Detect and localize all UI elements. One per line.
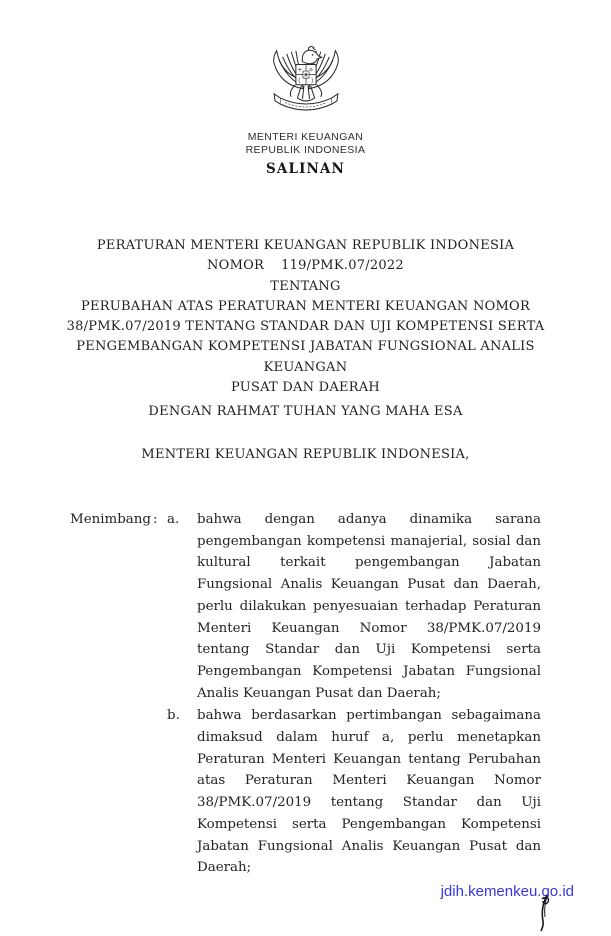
item-letter: a. — [167, 512, 180, 527]
subject-line: PENGEMBANGAN KOMPETENSI JABATAN FUNGSIONAL ANALIS KEUANGAN — [76, 339, 535, 375]
tentang-label: TENTANG — [270, 278, 341, 294]
menimbang-label: Menimbang — [70, 512, 151, 527]
nomor-value: 119/PMK.07/2022 — [281, 258, 404, 274]
nomor-label: NOMOR — [207, 258, 265, 274]
handwritten-paraf-mark-icon — [534, 893, 554, 936]
jdih-link[interactable]: jdih.kemenkeu.go.id — [440, 883, 574, 900]
consideration-item-a — [167, 509, 541, 704]
item-text: bahwa berdasarkan pertimbangan sebagaimana dimaksud dalam huruf a, perlu menetapkan Peraturan Menteri Keuangan tentang Perubahan atas Peraturan Menteri Keuangan Nomor 38/PMK.07/2019 tentang Standar dan Uji Kompetensi serta Pengembangan Kompetensi Jabatan Fungsional Analis Keuangan Pusat dan Daerah; — [197, 708, 541, 876]
subject-line: 38/PMK.07/2019 TENTANG STANDAR DAN UJI KOMPETENSI SERTA — [66, 319, 545, 335]
item-text: bahwa dengan adanya dinamika sarana pengembangan kompetensi manajerial, sosial dan kultural terkait pengembangan Jabatan Fungsional Analis Keuangan Pusat dan Daerah, perlu dilakukan penyesuaian terhadap Peraturan Menteri Keuangan Nomor 38/PMK.07/2019 tentang Standar dan Uji Kompetensi serta Pengembangan Kompetensi Jabatan Fungsional Analis Keuangan Pusat dan Daerah; — [197, 512, 541, 701]
considerations-list — [167, 509, 541, 879]
subject-line: PERUBAHAN ATAS PERATURAN MENTERI KEUANGAN NOMOR — [81, 298, 530, 314]
subject-line: PUSAT DAN DAERAH — [231, 380, 380, 396]
invocation-block — [0, 402, 611, 465]
garuda-pancasila-emblem-icon — [0, 44, 611, 128]
invocation-authority-line: MENTERI KEUANGAN REPUBLIK INDONESIA, — [141, 447, 470, 462]
menimbang-colon: : — [153, 512, 158, 527]
ministry-name-line1: MENTERI KEUANGAN — [247, 131, 364, 143]
consideration-item-b — [167, 705, 541, 879]
invocation-grace-line: DENGAN RAHMAT TUHAN YANG MAHA ESA — [148, 404, 463, 419]
item-letter: b. — [167, 708, 180, 724]
regulation-title-block — [35, 236, 576, 398]
regulation-title-line: PERATURAN MENTERI KEUANGAN REPUBLIK INDONESIA — [96, 238, 515, 253]
salinan-stamp: SALINAN — [266, 161, 345, 177]
letterhead — [0, 44, 611, 177]
considerations-section — [70, 509, 541, 879]
ministry-name-line2: REPUBLIK INDONESIA — [245, 143, 366, 156]
regulation-number-row — [35, 256, 576, 276]
